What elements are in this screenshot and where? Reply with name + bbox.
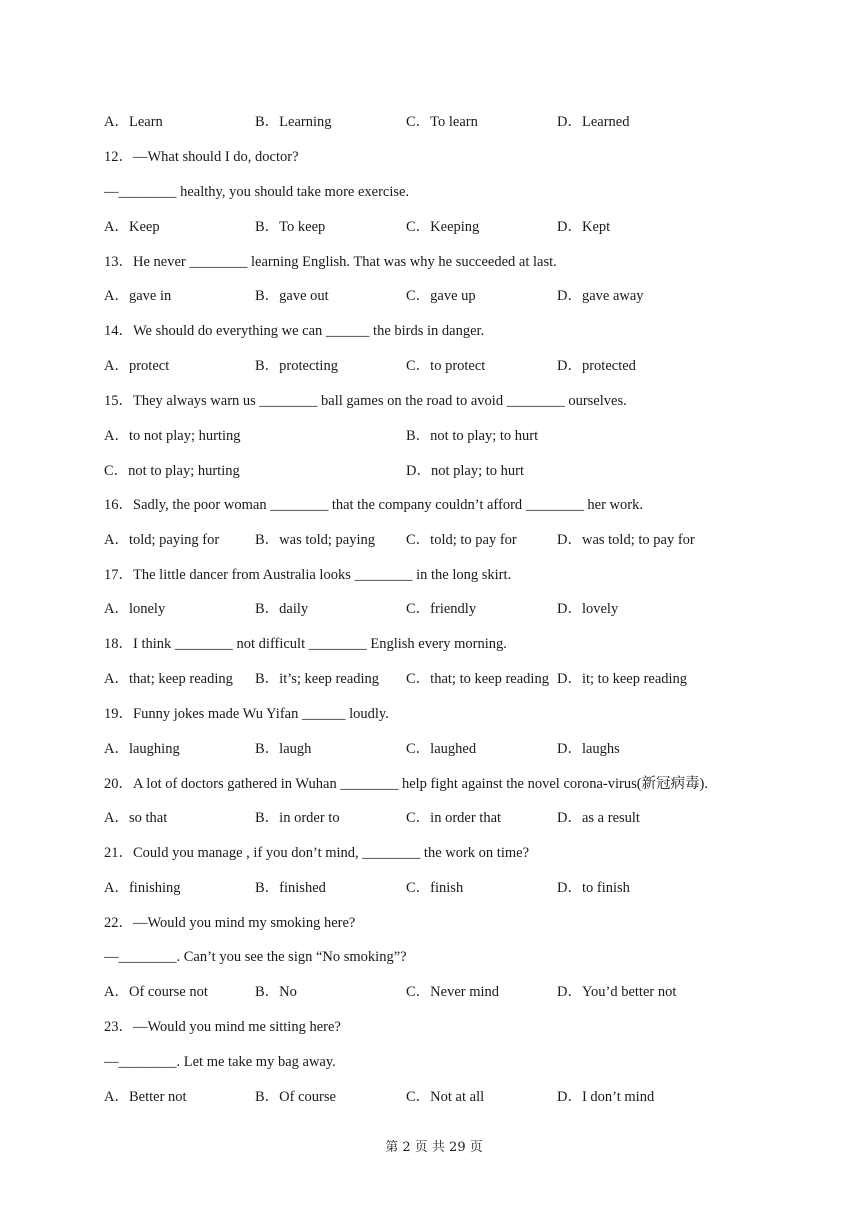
answer-option: A．to not play; hurting — [104, 428, 241, 444]
question-line — [0, 912, 868, 934]
question-line — [0, 1051, 868, 1073]
answer-option: D．Kept — [557, 219, 611, 235]
answer-option: D．not play; to hurt — [406, 463, 525, 479]
question-line — [0, 390, 868, 412]
question-line — [0, 251, 868, 273]
answer-option: C．to protect — [406, 358, 486, 374]
options-row — [0, 668, 868, 690]
options-row — [0, 111, 868, 133]
question-text: 21．Could you manage , if you don’t mind, ________ the work on time? — [104, 845, 530, 861]
answer-option: D．gave away — [557, 288, 644, 304]
question-line — [0, 633, 868, 655]
question-text: 13．He never ________ learning English. That was why he succeeded at last. — [104, 254, 557, 270]
answer-option: D．it; to keep reading — [557, 671, 688, 687]
answer-option: C．finish — [406, 880, 464, 896]
answer-option: B．Of course — [255, 1089, 336, 1105]
options-row — [0, 285, 868, 307]
options-row — [0, 355, 868, 377]
question-line — [0, 946, 868, 968]
answer-option: C．laughed — [406, 741, 477, 757]
answer-option: A．that; keep reading — [104, 671, 233, 687]
question-line — [0, 564, 868, 586]
options-row — [0, 877, 868, 899]
question-line — [0, 146, 868, 168]
answer-option: B．Learning — [255, 114, 332, 130]
answer-option: C．To learn — [406, 114, 478, 130]
answer-option: D．Learned — [557, 114, 630, 130]
answer-option: D．You’d better not — [557, 984, 677, 1000]
question-text: 12．—What should I do, doctor? — [104, 149, 299, 165]
question-text: 17．The little dancer from Australia looks ________ in the long skirt. — [104, 567, 512, 583]
answer-option: A．Keep — [104, 219, 160, 235]
question-text: 18．I think ________ not difficult ________ English every morning. — [104, 636, 507, 652]
options-row — [0, 738, 868, 760]
answer-option: A．told; paying for — [104, 532, 220, 548]
question-line — [0, 181, 868, 203]
options-row — [0, 807, 868, 829]
answer-option: A．Of course not — [104, 984, 208, 1000]
question-text: 15．They always warn us ________ ball games on the road to avoid ________ ourselves. — [104, 393, 627, 409]
answer-option: B．was told; paying — [255, 532, 376, 548]
answer-option: A．Learn — [104, 114, 163, 130]
answer-option: C．gave up — [406, 288, 476, 304]
options-row — [0, 1086, 868, 1108]
options-row — [0, 981, 868, 1003]
answer-option: B．daily — [255, 601, 309, 617]
answer-option: C．Keeping — [406, 219, 480, 235]
answer-option: A．so that — [104, 810, 168, 826]
answer-option: A．lonely — [104, 601, 166, 617]
answer-option: C．Not at all — [406, 1089, 485, 1105]
question-text: 20．A lot of doctors gathered in Wuhan ________ help fight against the novel corona-virus(新冠病毒). — [104, 776, 709, 792]
question-line — [0, 773, 868, 795]
question-line — [0, 1016, 868, 1038]
answer-option: B．protecting — [255, 358, 338, 374]
answer-option: B．To keep — [255, 219, 326, 235]
answer-option: B．in order to — [255, 810, 340, 826]
question-text: 23．—Would you mind me sitting here? — [104, 1019, 341, 1035]
question-line — [0, 494, 868, 516]
answer-option: D．as a result — [557, 810, 640, 826]
page-footer: 第 2 页 共 29 页 — [385, 1140, 483, 1155]
options-row — [0, 425, 868, 447]
question-line — [0, 842, 868, 864]
answer-option: D．was told; to pay for — [557, 532, 695, 548]
question-line — [0, 703, 868, 725]
options-row — [0, 460, 868, 482]
answer-option: B．finished — [255, 880, 326, 896]
answer-option: A．gave in — [104, 288, 172, 304]
options-row — [0, 529, 868, 551]
answer-option: B．laugh — [255, 741, 312, 757]
answer-option: D．laughs — [557, 741, 620, 757]
question-text: —________. Let me take my bag away. — [104, 1054, 336, 1070]
answer-option: B．not to play; to hurt — [406, 428, 539, 444]
answer-option: A．Better not — [104, 1089, 187, 1105]
question-line — [0, 320, 868, 342]
question-text: —________. Can’t you see the sign “No smoking”? — [104, 949, 407, 965]
options-row — [0, 598, 868, 620]
question-text: —________ healthy, you should take more exercise. — [104, 184, 410, 200]
answer-option: A．protect — [104, 358, 170, 374]
answer-option: C．in order that — [406, 810, 502, 826]
answer-option: A．laughing — [104, 741, 180, 757]
question-text: 14．We should do everything we can ______ the birds in danger. — [104, 323, 485, 339]
answer-option: C．friendly — [406, 601, 477, 617]
answer-option: A．finishing — [104, 880, 181, 896]
answer-option: B．it’s; keep reading — [255, 671, 380, 687]
answer-option: D．lovely — [557, 601, 619, 617]
answer-option: C．not to play; hurting — [104, 463, 240, 479]
question-text: 16．Sadly, the poor woman ________ that the company couldn’t afford ________ her work. — [104, 497, 643, 513]
answer-option: D．to finish — [557, 880, 630, 896]
answer-option: C．that; to keep reading — [406, 671, 549, 687]
options-row — [0, 216, 868, 238]
question-text: 19．Funny jokes made Wu Yifan ______ loudly. — [104, 706, 389, 722]
question-text: 22．—Would you mind my smoking here? — [104, 915, 356, 931]
answer-option: D．protected — [557, 358, 636, 374]
answer-option: B．No — [255, 984, 297, 1000]
answer-option: C．Never mind — [406, 984, 500, 1000]
answer-option: B．gave out — [255, 288, 329, 304]
answer-option: D．I don’t mind — [557, 1089, 655, 1105]
answer-option: C．told; to pay for — [406, 532, 517, 548]
